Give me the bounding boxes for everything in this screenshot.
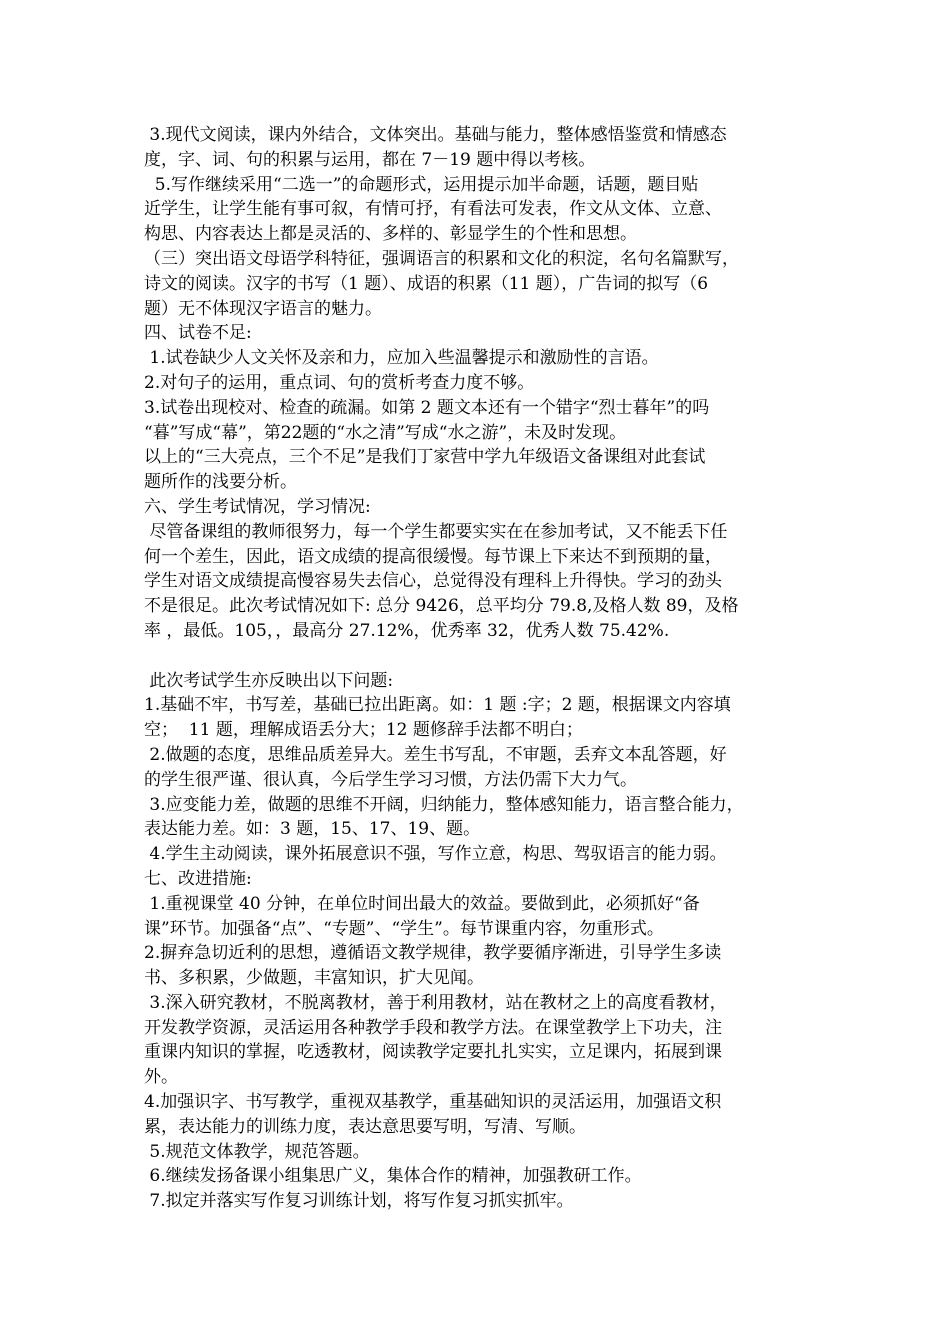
- text-line: 1.基础不牢，书写差，基础已拉出距离。如：1 题 :字；2 题，根据课文内容填: [144, 695, 731, 716]
- text-line: 诗文的阅读。汉字的书写（1 题）、成语的积累（11 题），广告词的拟写（6: [144, 273, 709, 294]
- text-line: 率 ，最低。105，，最高分 27.12%，优秀率 32，优秀人数 75.42%.: [144, 620, 670, 641]
- text-line: 度，字、词、句的积累与运用，都在 7－19 题中得以考核。: [144, 149, 596, 170]
- text-line: 2.摒弃急切近利的思想，遵循语文教学规律，教学要循序渐进，引导学生多读: [144, 943, 722, 964]
- text-line: 6.继续发扬备课小组集思广义，集体合作的精神，加强教研工作。: [144, 1166, 642, 1187]
- text-line: 表达能力差。如：3 题，15、17、19、题。: [144, 819, 481, 840]
- text-line: 不是很足。此次考试情况如下: 总分 9426，总平均分 79.8,及格人数 89，及格: [144, 596, 739, 617]
- text-line: 开发教学资源，灵活运用各种教学手段和教学方法。在课堂教学上下功夫，注: [144, 1017, 722, 1038]
- text-line: 六、学生考试情况，学习情况:: [144, 496, 371, 517]
- text-line: 5.写作继续采用“二选一”的命题形式，运用提示加半命题，话题，题目贴: [144, 174, 699, 195]
- text-line: 课”环节。加强备“点”、“专题”、“学生”。每节课重内容，勿重形式。: [144, 918, 664, 939]
- text-line: 4.学生主动阅读，课外拓展意识不强，写作立意，构思、驾驭语言的能力弱。: [144, 844, 727, 865]
- text-line: 尽管备课组的教师很努力，每一个学生都要实实在在参加考试，又不能丢下任: [144, 521, 728, 542]
- text-line: 7.拟定并落实写作复习训练计划，将写作复习抓实抓牢。: [144, 1191, 574, 1212]
- text-line: 以上的“三大亮点，三个不足”是我们丁家营中学九年级语文备课组对此套试: [144, 447, 706, 468]
- text-line: 七、改进措施:: [144, 868, 252, 889]
- text-line: 书、多积累，少做题，丰富知识，扩大见闻。: [144, 968, 484, 989]
- text-line: 1.重视课堂 40 分钟，在单位时间出最大的效益。要做到此，必须抓好“备: [144, 893, 700, 914]
- document-body: [144, 123, 824, 1214]
- text-line: 空； 11 题，理解成语丢分大；12 题修辞手法都不明白；: [144, 720, 583, 741]
- text-line: 2.对句子的运用，重点词、句的赏析考查力度不够。: [144, 372, 535, 393]
- text-line: 5.规范文体教学，规范答题。: [144, 1141, 370, 1162]
- text-line: 3.应变能力差，做题的思维不开阔，归纳能力，整体感知能力，语言整合能力，: [144, 794, 744, 815]
- text-line: 4.加强识字、书写教学，重视双基教学，重基础知识的灵活运用，加强语文积: [144, 1092, 722, 1113]
- text-line: 外。: [144, 1067, 178, 1088]
- text-line: “暮”写成“幕”，第22题的“水之清”写成“水之游”，未及时发现。: [144, 422, 627, 443]
- text-line: 1.试卷缺少人文关怀及亲和力，应加入些温馨提示和激励性的言语。: [144, 348, 659, 369]
- text-line: 累，表达能力的训练力度，表达意思要写明，写清、写顺。: [144, 1116, 586, 1137]
- text-line: 四、试卷不足:: [144, 323, 252, 344]
- text-line: 2.做题的态度，思维品质差异大。差生书写乱，不审题，丢弃文本乱答题，好: [144, 744, 727, 765]
- text-line: 此次考试学生亦反映出以下问题:: [144, 670, 394, 691]
- text-line: （三）突出语文母语学科特征，强调语言的积累和文化的积淀，名句名篇默写，: [144, 248, 739, 269]
- text-line: 3.现代文阅读，课内外结合，文体突出。基础与能力，整体感悟鉴赏和情感态: [144, 125, 727, 145]
- text-line: 重课内知识的掌握，吃透教材，阅读教学定要扎扎实实，立足课内，拓展到课: [144, 1042, 722, 1063]
- text-line: 题）无不体现汉字语言的魅力。: [144, 298, 382, 319]
- text-line: 近学生，让学生能有事可叙，有情可抒，有看法可发表，作文从文体、立意、: [144, 199, 722, 220]
- text-line: 题所作的浅要分析。: [144, 472, 297, 493]
- blank-line: [144, 644, 824, 669]
- text-line: 的学生很严谨、很认真，今后学生学习习惯，方法仍需下大力气。: [144, 769, 637, 790]
- text-line: 3.深入研究教材，不脱离教材，善于利用教材，站在教材之上的高度看教材，: [144, 992, 727, 1013]
- text-line: 3.试卷出现校对、检查的疏漏。如第 2 题文本还有一个错字“烈士暮年”的吗: [144, 397, 710, 418]
- text-line: 何一个差生，因此，语文成绩的提高很缓慢。每节课上下来达不到预期的量，: [144, 546, 722, 567]
- text-line: 构思、内容表达上都是灵活的、多样的、彰显学生的个性和思想。: [144, 224, 637, 245]
- text-line: 学生对语文成绩提高慢容易失去信心，总觉得没有理科上升得快。学习的劲头: [144, 571, 722, 592]
